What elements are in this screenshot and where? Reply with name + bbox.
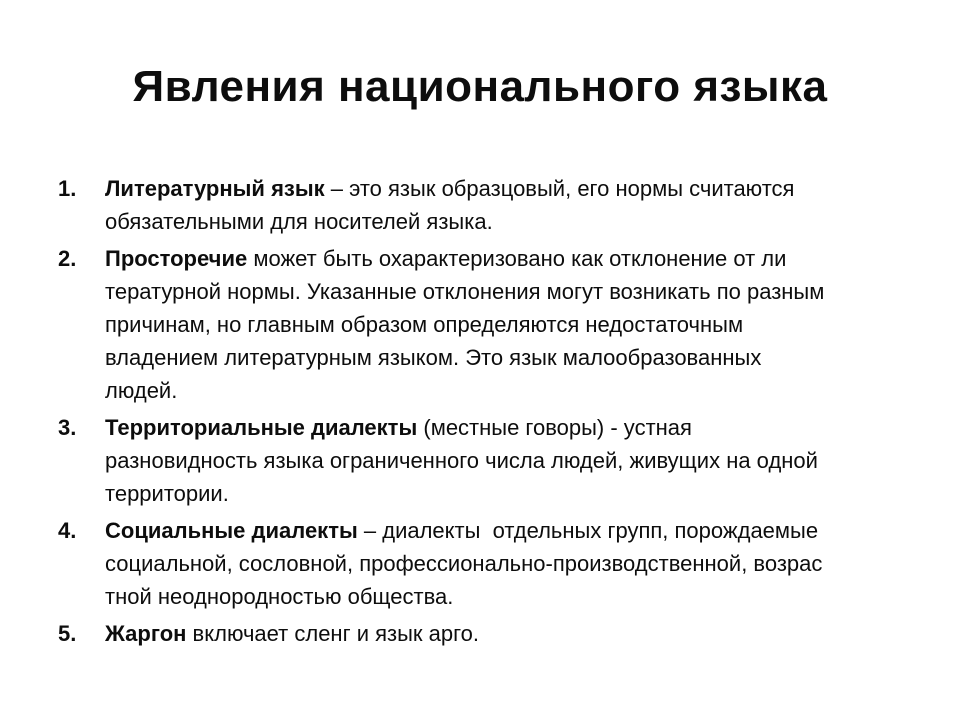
item-continuation-line: социальной, сословной, профессионально-производственной, возрас	[105, 551, 823, 576]
item-continuation-line: владением литературным языком. Это язык малообразованных	[105, 345, 762, 370]
item-first-line	[105, 172, 930, 205]
item-term: Территориальные диалекты	[105, 415, 418, 440]
list-item	[58, 242, 930, 407]
item-first-line	[105, 242, 930, 275]
list-item	[58, 514, 930, 613]
item-definition-start: – это язык образцовый, его нормы считаются	[324, 176, 795, 201]
list-item	[58, 617, 930, 650]
slide-title: Явления национального языка	[132, 62, 828, 111]
item-term: Литературный язык	[105, 176, 325, 201]
list-item	[58, 172, 930, 238]
item-number: 4.	[58, 518, 77, 543]
item-term: Просторечие	[105, 246, 248, 271]
item-continuation-line: людей.	[105, 378, 178, 403]
item-continuation-line: тной неоднородностью общества.	[105, 584, 454, 609]
item-number: 5.	[58, 621, 77, 646]
item-definition-start: – диалекты отдельных групп, порождаемые	[357, 518, 819, 543]
item-definition-start: включает сленг и язык арго.	[186, 621, 480, 646]
item-first-line	[105, 411, 930, 444]
item-text	[105, 172, 930, 238]
item-continuation-line: обязательными для носителей языка.	[105, 209, 493, 234]
item-text	[105, 514, 930, 613]
item-definition-start: может быть охарактеризовано как отклонение от ли	[247, 246, 787, 271]
item-definition-start: (местные говоры) - устная	[417, 415, 692, 440]
item-continuation-line: причинам, но главным образом определяются недостаточным	[105, 312, 744, 337]
item-continuation-line: разновидность языка ограниченного числа людей, живущих на одной	[105, 448, 818, 473]
item-text	[105, 617, 930, 650]
item-number: 1.	[58, 176, 77, 201]
numbered-list	[58, 172, 930, 654]
list-item	[58, 411, 930, 510]
item-continuation-line: территории.	[105, 481, 229, 506]
item-term: Социальные диалекты	[105, 518, 358, 543]
item-number: 3.	[58, 415, 77, 440]
item-continuation-line: тературной нормы. Указанные отклонения могут возникать по разным	[105, 279, 825, 304]
item-term: Жаргон	[105, 621, 187, 646]
item-text	[105, 242, 930, 407]
item-first-line	[105, 514, 930, 547]
item-text	[105, 411, 930, 510]
item-number: 2.	[58, 246, 77, 271]
item-first-line	[105, 617, 930, 650]
